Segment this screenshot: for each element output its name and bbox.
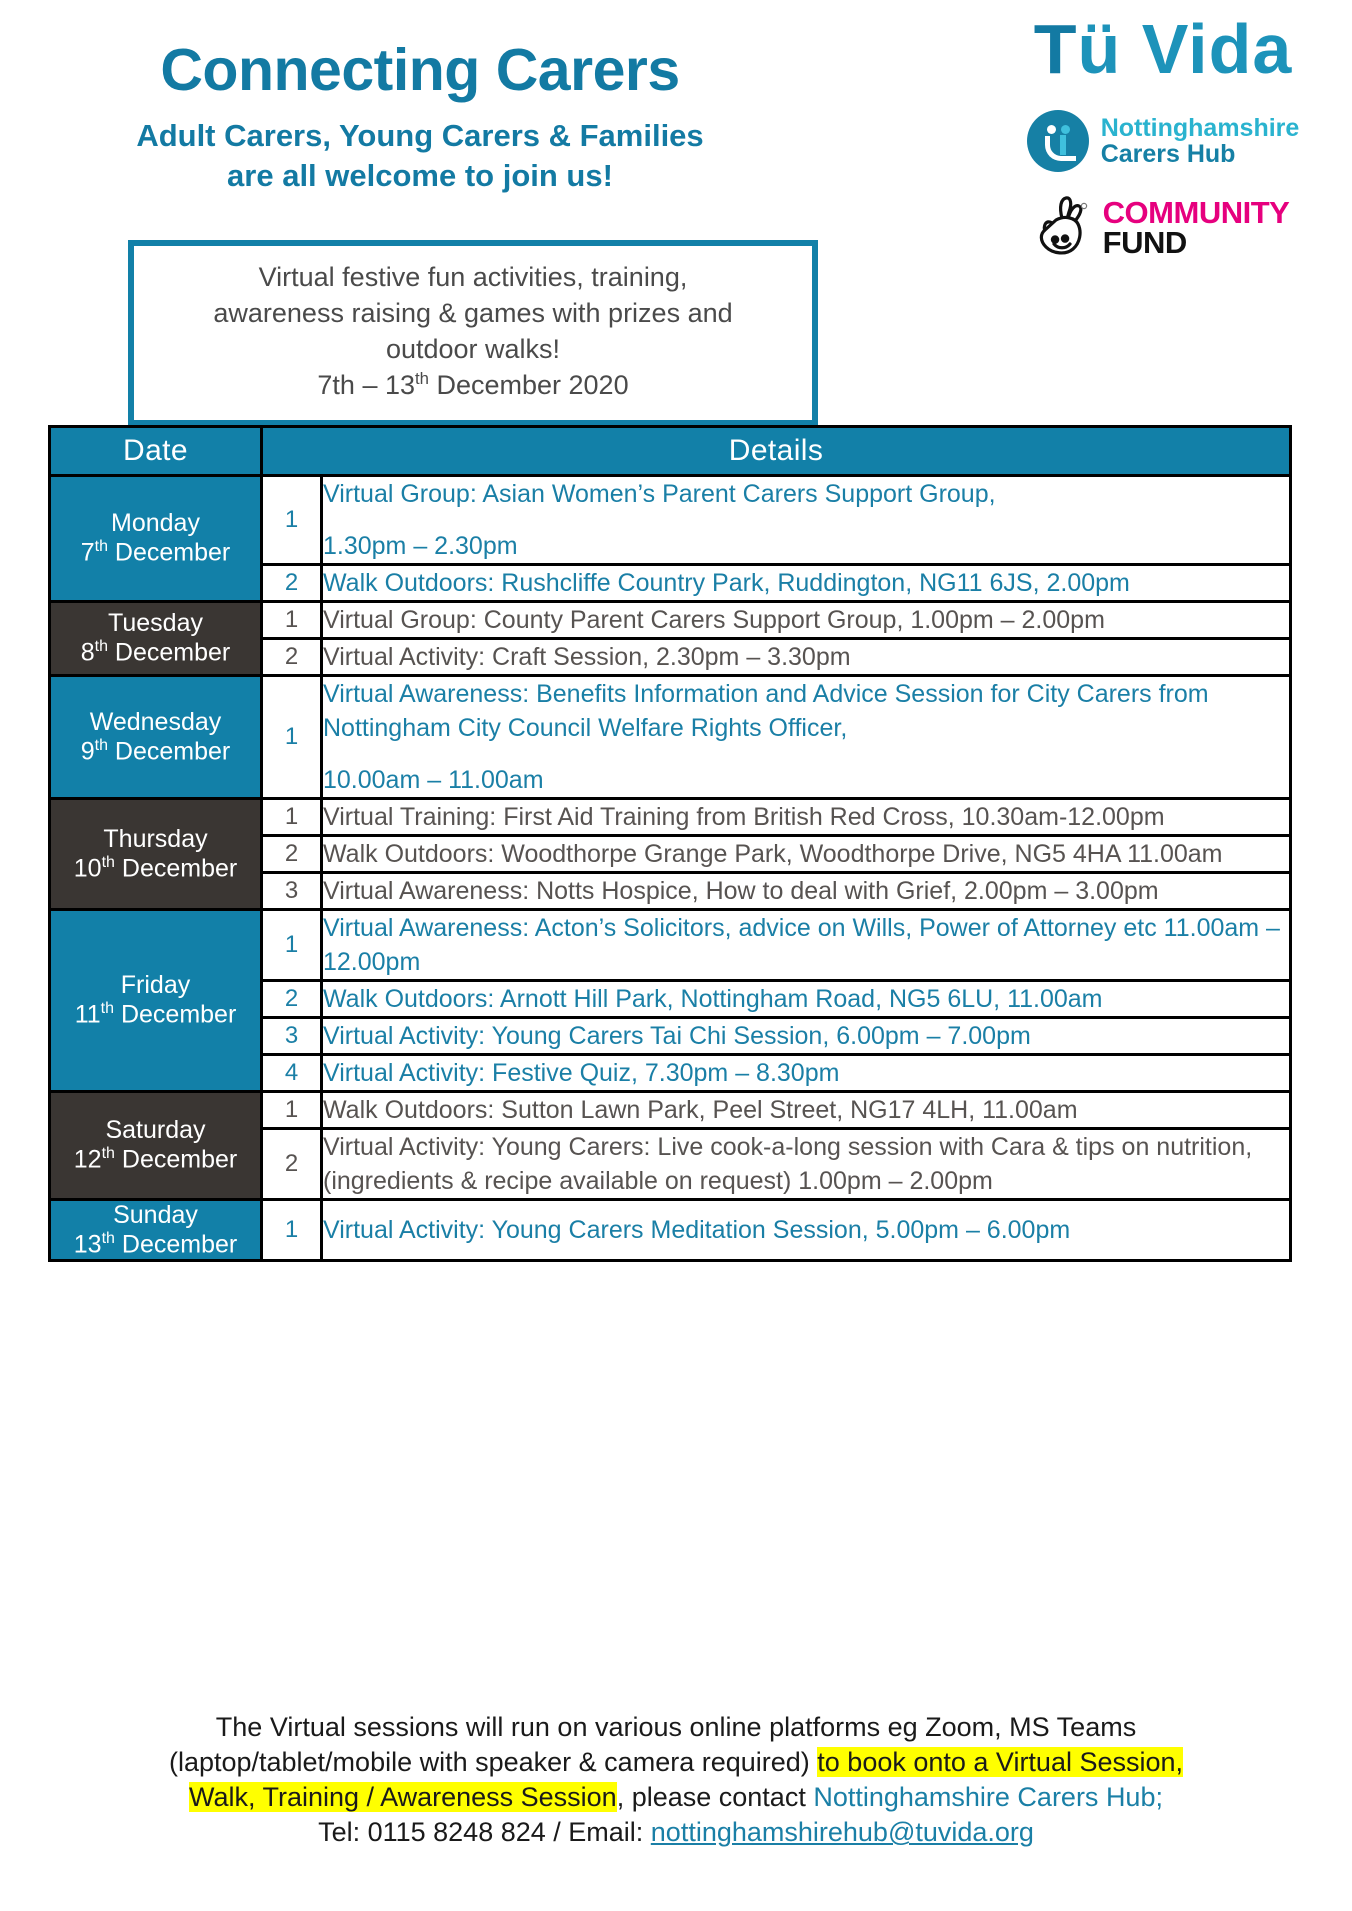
community-fund-line1: COMMUNITY <box>1102 195 1290 231</box>
email-link[interactable]: nottinghamshirehub@tuvida.org <box>650 1817 1034 1848</box>
carers-hub-wordmark <box>1101 115 1300 168</box>
day-date-ordinal: th <box>101 1230 115 1247</box>
table-header-row <box>50 427 1291 476</box>
item-details-cell <box>322 1092 1291 1129</box>
item-details-cell <box>322 1018 1291 1055</box>
page-subtitle-line2: are all welcome to join us! <box>227 157 613 193</box>
footer-line3-highlight: Walk, Training / Awareness Session <box>189 1782 617 1813</box>
day-date-number: 13 <box>73 1230 102 1259</box>
day-date-ordinal: th <box>94 638 108 656</box>
day-month: December <box>114 1000 237 1029</box>
footer-phone-label: Tel: 0115 8248 824 / Email: <box>318 1817 651 1848</box>
day-cell <box>50 676 262 799</box>
footer-organisation-name: Nottinghamshire Carers Hub; <box>813 1782 1163 1813</box>
item-details-cell <box>322 836 1291 873</box>
item-details-text: Walk Outdoors: Rushcliffe Country Park, Ruddington, NG11 6JS, 2.00pm <box>323 569 1130 597</box>
schedule-table <box>48 425 1292 1262</box>
item-details-text: Walk Outdoors: Sutton Lawn Park, Peel Street, NG17 4LH, 11.00am <box>323 1096 1078 1124</box>
day-cell <box>50 1200 262 1261</box>
page-title: Connecting Carers <box>160 37 680 103</box>
day-date-number: 8 <box>80 638 95 667</box>
item-number-cell: 2 <box>262 565 322 602</box>
item-details-text: Virtual Activity: Young Carers Tai Chi Session, 6.00pm – 7.00pm <box>323 1022 1031 1050</box>
item-details-cell <box>322 565 1291 602</box>
item-details-text: 1.30pm – 2.30pm <box>323 532 518 560</box>
item-number-cell: 4 <box>262 1055 322 1092</box>
tuvida-logo-rest: ü Vida <box>1077 10 1293 88</box>
poster-header <box>0 0 1352 400</box>
day-month: December <box>114 1145 238 1174</box>
item-details-cell <box>322 873 1291 910</box>
date-range-suffix: December 2020 <box>428 369 629 400</box>
day-date-number: 7 <box>80 538 95 567</box>
table-row <box>50 799 1291 836</box>
carers-hub-line1: Nottinghamshire <box>1100 113 1300 142</box>
item-details-cell <box>322 1055 1291 1092</box>
day-date <box>51 1000 260 1029</box>
table-row <box>50 1092 1291 1129</box>
item-number-cell: 2 <box>262 836 322 873</box>
smiley-stem <box>1060 135 1066 155</box>
tuvida-logo-upper: T <box>1033 10 1078 88</box>
carers-hub-smiley-icon <box>1027 110 1089 172</box>
item-details-cell <box>322 981 1291 1018</box>
column-header-details: Details <box>262 427 1291 476</box>
crossed-fingers-icon <box>1037 194 1095 261</box>
day-date-number: 10 <box>73 854 102 883</box>
item-details-text: Virtual Awareness: Acton’s Solicitors, advice on Wills, Power of Attorney etc 11.00am – 12.00pm <box>323 914 1280 976</box>
item-number-cell: 1 <box>262 910 322 981</box>
smiley-eye-right <box>1061 125 1070 134</box>
column-header-date: Date <box>50 427 262 476</box>
day-date-ordinal: th <box>101 853 115 871</box>
carers-hub-line2: Carers Hub <box>1100 140 1236 168</box>
info-box-date-range <box>144 368 802 404</box>
day-date-ordinal: th <box>94 736 108 754</box>
day-name: Monday <box>111 509 200 538</box>
day-date <box>51 538 260 567</box>
schedule-table-head <box>50 427 1291 476</box>
item-number-cell: 1 <box>262 476 322 565</box>
footer-contact-block <box>0 1710 1352 1850</box>
smiley-eye-left <box>1047 125 1056 134</box>
item-details-cell <box>322 1200 1291 1261</box>
day-date <box>51 638 260 667</box>
day-cell <box>50 910 262 1092</box>
day-name: Tuesday <box>108 609 203 638</box>
day-date-ordinal: th <box>100 1000 115 1018</box>
item-details-cell <box>322 1129 1291 1200</box>
item-details-text: Virtual Group: Asian Women’s Parent Carers Support Group, <box>323 480 996 508</box>
footer-line2-highlight: to book onto a Virtual Session, <box>817 1747 1184 1778</box>
day-date <box>51 1145 260 1174</box>
item-details-text: Virtual Training: First Aid Training from British Red Cross, 10.30am-12.00pm <box>323 803 1165 831</box>
footer-line2-plain: (laptop/tablet/mobile with speaker & camera required) <box>168 1747 818 1778</box>
day-cell <box>50 476 262 602</box>
page-subtitle-line1: Adult Carers, Young Carers & Families <box>136 117 704 153</box>
item-details-cell <box>322 676 1291 799</box>
tuvida-logo <box>998 10 1328 88</box>
footer-line-1: The Virtual sessions will run on various online platforms eg Zoom, MS Teams <box>215 1712 1137 1742</box>
item-details-text: Virtual Activity: Young Carers Meditation Session, 5.00pm – 6.00pm <box>323 1216 1071 1245</box>
item-details-text: Walk Outdoors: Arnott Hill Park, Nottingham Road, NG5 6LU, 11.00am <box>323 985 1103 1013</box>
item-number-cell: 2 <box>262 981 322 1018</box>
community-fund-logo <box>998 194 1328 261</box>
footer-line-4 <box>0 1815 1352 1850</box>
day-cell <box>50 602 262 676</box>
date-range-ordinal: th <box>415 368 429 388</box>
day-name: Sunday <box>113 1201 198 1229</box>
item-number-cell: 1 <box>262 799 322 836</box>
item-details-cell <box>322 799 1291 836</box>
item-details-text: Virtual Activity: Young Carers: Live cook-a-long session with Cara & tips on nutrition, (ingredients & recipe available on request) 1.00pm – 2.00pm <box>323 1133 1253 1195</box>
item-details-text: Walk Outdoors: Woodthorpe Grange Park, Woodthorpe Drive, NG5 4HA 11.00am <box>323 840 1223 868</box>
table-row <box>50 676 1291 799</box>
info-box <box>128 240 818 426</box>
day-month: December <box>114 1230 238 1259</box>
item-number-cell: 2 <box>262 639 322 676</box>
day-date-number: 12 <box>73 1145 102 1174</box>
footer-line-2 <box>0 1745 1352 1780</box>
item-number-cell: 3 <box>262 873 322 910</box>
info-box-line1: Virtual festive fun activities, training, <box>258 262 688 292</box>
day-month: December <box>107 638 231 667</box>
table-row <box>50 476 1291 565</box>
day-name: Saturday <box>105 1116 206 1145</box>
item-details-text: Virtual Awareness: Benefits Information and Advice Session for City Carers from Nottingham City Council Welfare Rights Officer, <box>323 680 1209 742</box>
date-range-prefix: 7th – 13 <box>317 369 415 400</box>
schedule-table-wrapper <box>48 425 1292 1262</box>
day-date <box>51 1230 260 1259</box>
item-details-cell <box>322 910 1291 981</box>
page-subtitle <box>0 116 840 195</box>
day-cell <box>50 1092 262 1200</box>
day-name: Friday <box>120 971 191 1000</box>
item-details-cell <box>322 602 1291 639</box>
logo-stack <box>998 8 1328 261</box>
item-details-cell <box>322 639 1291 676</box>
info-box-line2: awareness raising & games with prizes and <box>213 297 733 328</box>
day-month: December <box>107 538 231 567</box>
item-details-text: 10.00am – 11.00am <box>323 766 544 794</box>
table-row <box>50 1200 1291 1261</box>
item-number-cell: 1 <box>262 1092 322 1129</box>
day-month: December <box>114 854 238 883</box>
item-number-cell: 2 <box>262 1129 322 1200</box>
footer-line3-plain: , please contact <box>616 1782 814 1813</box>
info-box-line3: outdoor walks! <box>385 333 561 364</box>
day-date-ordinal: th <box>101 1145 115 1163</box>
schedule-table-body <box>50 476 1291 1261</box>
item-details-text: Virtual Group: County Parent Carers Support Group, 1.00pm – 2.00pm <box>323 606 1105 634</box>
table-row <box>50 602 1291 639</box>
item-number-cell: 1 <box>262 602 322 639</box>
community-fund-wordmark <box>1102 195 1290 260</box>
item-number-cell: 3 <box>262 1018 322 1055</box>
day-month: December <box>107 737 231 766</box>
day-name: Thursday <box>103 824 208 853</box>
table-row <box>50 910 1291 981</box>
day-date <box>51 854 260 883</box>
item-number-cell: 1 <box>262 1200 322 1261</box>
day-date-number: 11 <box>74 1000 101 1029</box>
nottinghamshire-carers-hub-logo <box>998 110 1328 172</box>
item-details-text: Virtual Awareness: Notts Hospice, How to deal with Grief, 2.00pm – 3.00pm <box>323 877 1159 905</box>
community-fund-line2: FUND <box>1102 224 1187 260</box>
day-date <box>51 737 260 766</box>
item-number-cell: 1 <box>262 676 322 799</box>
day-name: Wednesday <box>89 707 222 736</box>
footer-line-3 <box>0 1780 1352 1815</box>
day-cell <box>50 799 262 910</box>
item-details-text: Virtual Activity: Festive Quiz, 7.30pm – 8.30pm <box>323 1059 840 1087</box>
day-date-number: 9 <box>80 737 95 766</box>
item-details-text: Virtual Activity: Craft Session, 2.30pm – 3.30pm <box>323 643 851 671</box>
item-details-cell <box>322 476 1291 565</box>
header-left-block <box>0 0 840 195</box>
day-date-ordinal: th <box>94 538 108 556</box>
